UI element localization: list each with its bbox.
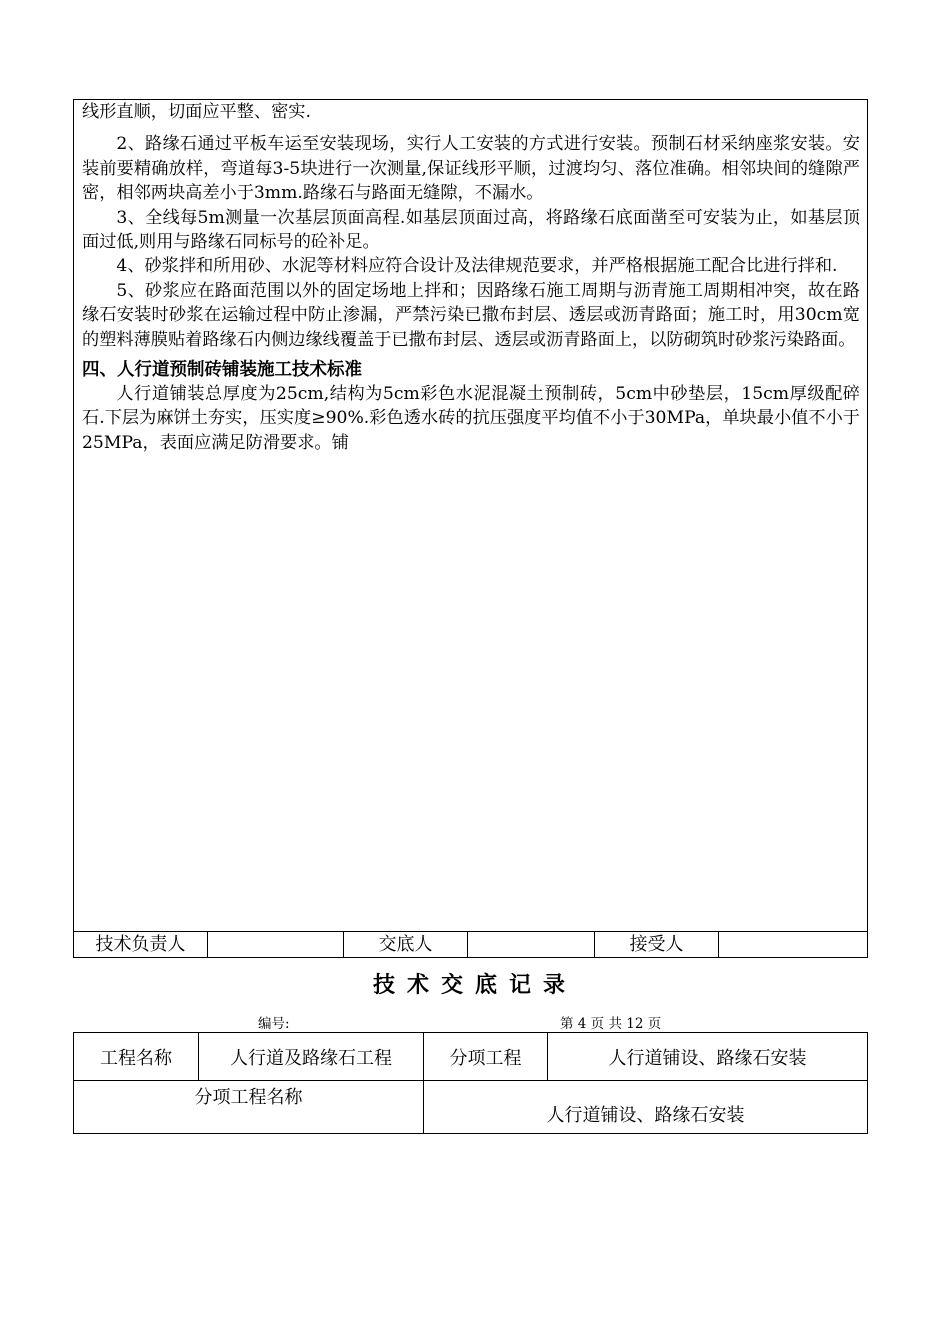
subitem-value: 人行道铺设、路缘石安装 [548,1033,868,1081]
record-title: 技术交底记录 [372,973,577,998]
project-name-label: 工程名称 [74,1033,199,1081]
subitem-label: 分项工程 [424,1033,548,1081]
paragraph-6: 人行道铺装总厚度为25cm,结构为5cm彩色水泥混凝土预制砖，5cm中砂垫层，15cm厚级配碎石.下层为麻饼土夯实，压实度≥90%.彩色透水砖的抗压强度平均值不小于30MPa，单块最小值不小于25MPa，表面应满足防滑要求。铺 [82,384,860,453]
paragraph-3: 3、全线每5m测量一次基层顶面高程.如基层顶面过高，将路缘石底面凿至可安装为止，如基层顶面过低,则用与路缘石同标号的砼补足。 [82,207,860,253]
receiver-label: 接受人 [595,932,719,958]
receiver-value [719,932,868,958]
tech-lead-value [208,932,344,958]
subitem-name-value: 人行道铺设、路缘石安装 [424,1081,868,1134]
project-name-value: 人行道及路缘石工程 [199,1033,424,1081]
disclosure-content [82,100,860,455]
project-info-table [73,1032,868,1134]
tech-lead-label: 技术负责人 [74,932,208,958]
subitem-name-label: 分项工程名称 [74,1081,424,1134]
page-info: 第 4 页 共 12 页 [560,1016,662,1032]
discloser-value [468,932,595,958]
signature-table [73,931,868,958]
serial-number-label: 编号: [258,1016,290,1032]
paragraph-2: 2、路缘石通过平板车运至安装现场，实行人工安装的方式进行安装。预制石材采纳座浆安装。安装前要精确放样，弯道每3-5块进行一次测量,保证线形平顺，过渡均匀、落位准确。相邻块间的缝隙严密，相邻两块高差小于3mm.路缘石与路面无缝隙，不漏水。 [82,134,860,204]
paragraph-5: 5、砂浆应在路面范围以外的固定场地上拌和；因路缘石施工周期与沥青施工周期相冲突，故在路缘石安装时砂浆在运输过程中防止渗漏，严禁污染已撒布封层、透层或沥青路面；施工时，用30cm宽的塑料薄膜贴着路缘石内侧边缘线覆盖于已撒布封层、透层或沥青路面上，以防砌筑时砂浆污染路面。 [82,280,860,350]
section-4-heading: 四、人行道预制砖铺装施工技术标准 [82,360,362,381]
paragraph-4: 4、砂浆拌和所用砂、水泥等材料应符合设计及法律规范要求，并严格根据施工配合比进行拌和. [116,256,838,277]
paragraph-continuation: 线形直顺，切面应平整、密实. [82,102,311,122]
discloser-label: 交底人 [344,932,468,958]
